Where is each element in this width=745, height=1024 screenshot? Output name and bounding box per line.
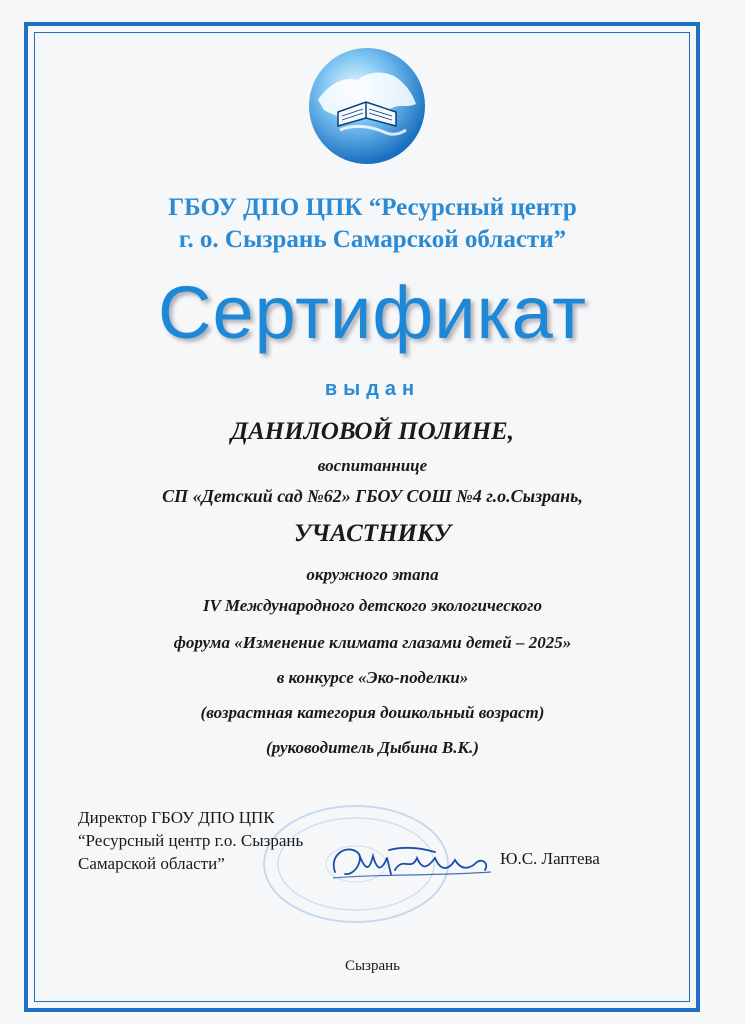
contest-name: в конкурсе «Эко-поделки»	[276, 668, 469, 687]
event-title-line-2: форума «Изменение климата глазами детей – 2025»	[173, 633, 572, 652]
event-stage: окружного этапа	[306, 565, 439, 584]
director-name: Ю.С. Лаптева	[500, 849, 600, 868]
director-title-line-2: “Ресурсный центр г.о. Сызрань	[78, 831, 304, 850]
city-footer: Сызрань	[344, 958, 401, 974]
organization-line-2: г. о. Сызрань Самарской области”	[178, 226, 567, 253]
director-title	[78, 806, 303, 875]
recipient-institution: СП «Детский сад №62» ГБОУ СОШ №4 г.о.Сызрань,	[162, 486, 583, 506]
certificate-title: Сертификат	[158, 271, 587, 354]
organization-line-1: ГБОУ ДПО ЦПК “Ресурсный центр	[168, 194, 577, 221]
globe-book-icon	[300, 46, 434, 166]
leader-name: (руководитель Дыбина В.К.)	[266, 738, 479, 757]
participation-status: УЧАСТНИКУ	[293, 520, 451, 547]
recipient-role: воспитаннице	[317, 456, 428, 475]
event-title-line-1: IV Международного детского экологического	[202, 596, 543, 615]
handwritten-signature	[325, 836, 495, 886]
director-title-line-3: Самарской области”	[78, 854, 225, 873]
director-title-line-1: Директор ГБОУ ДПО ЦПК	[78, 808, 275, 827]
age-category: (возрастная категория дошкольный возраст)	[200, 703, 545, 722]
issued-label: выдан	[324, 378, 421, 400]
recipient-name: ДАНИЛОВОЙ ПОЛИНЕ,	[231, 418, 514, 445]
